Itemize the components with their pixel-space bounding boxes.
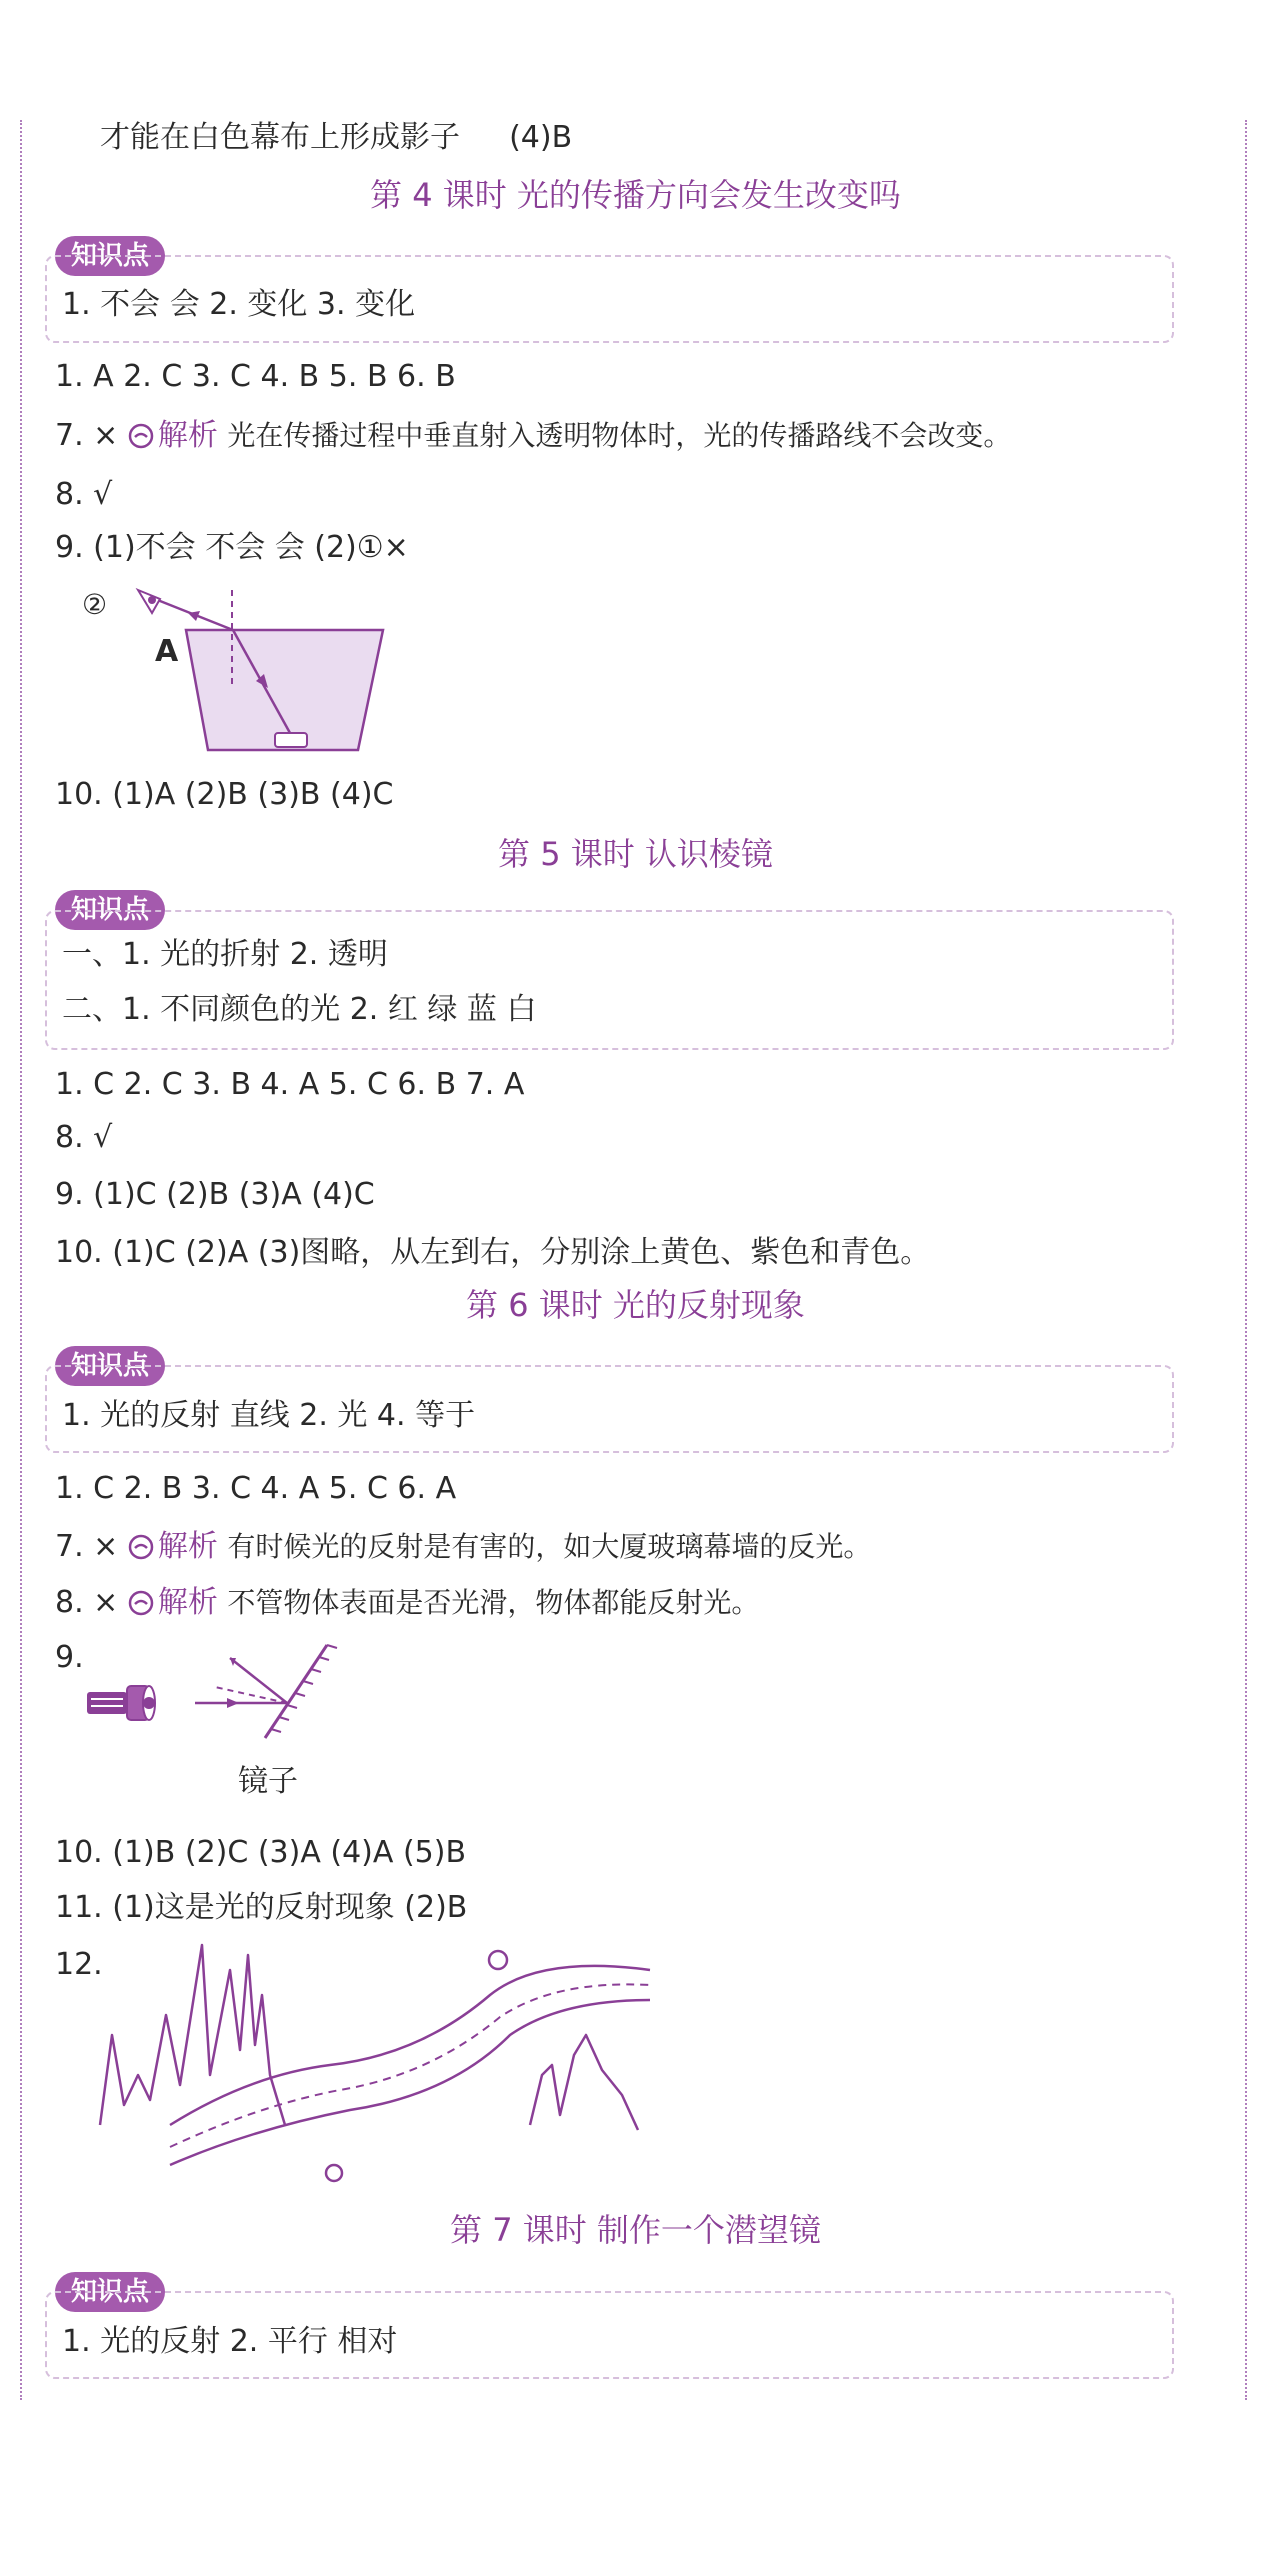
lesson6-q7 bbox=[55, 1527, 871, 1567]
lesson5-title: 第 5 课时 认识棱镜 bbox=[498, 835, 773, 873]
left-margin-line bbox=[20, 120, 22, 2400]
lesson6-knowledge: 1. 光的反射 直线 2. 光 4. 等于 bbox=[62, 1398, 476, 1433]
lesson4-title: 第 4 课时 光的传播方向会发生改变吗 bbox=[370, 176, 901, 214]
lesson5-knowledge-1: 一、1. 光的折射 2. 透明 bbox=[62, 937, 388, 972]
lesson6-title: 第 6 课时 光的反射现象 bbox=[466, 1286, 805, 1324]
lesson4-q1-6: 1. A 2. C 3. C 4. B 5. B 6. B bbox=[55, 359, 456, 394]
jiexi-label: 解析 bbox=[157, 418, 218, 453]
lesson6-q8 bbox=[55, 1583, 759, 1623]
lesson6-q9: 9. bbox=[55, 1640, 84, 1675]
knowledge-badge: 知识点 bbox=[55, 890, 165, 930]
q7-mark: 7. × bbox=[55, 418, 119, 453]
top-continuation bbox=[100, 118, 572, 158]
mountain-left bbox=[100, 1945, 285, 2125]
river-center-dashed bbox=[170, 1984, 650, 2147]
incident-arrow bbox=[227, 1698, 239, 1708]
q7-explanation: 光在传播过程中垂直射入透明物体时，光的传播路线不会改变。 bbox=[227, 419, 1012, 452]
lesson6-q11: 11. (1)这是光的反射现象 (2)B bbox=[55, 1890, 468, 1925]
q8-mark: 8. × bbox=[55, 1585, 119, 1620]
lesson7-title: 第 7 课时 制作一个潜望镜 bbox=[450, 2211, 821, 2249]
eye-icon bbox=[138, 590, 160, 613]
lesson4-q8: 8. √ bbox=[55, 477, 113, 512]
jiexi-tag bbox=[128, 1529, 228, 1564]
analysis-icon bbox=[128, 1590, 154, 1616]
top-line-answer: (4)B bbox=[509, 120, 573, 155]
lesson5-q9: 9. (1)C (2)B (3)A (4)C bbox=[55, 1177, 375, 1212]
jiexi-tag bbox=[128, 1585, 228, 1620]
lesson7-knowledge: 1. 光的反射 2. 平行 相对 bbox=[62, 2324, 398, 2359]
q9-label-a: A bbox=[155, 634, 179, 669]
lesson6-q12: 12. bbox=[55, 1947, 103, 1982]
lesson4-q7 bbox=[55, 416, 1011, 456]
lesson5-knowledge-2: 二、1. 不同颜色的光 2. 红 绿 蓝 白 bbox=[62, 992, 537, 1027]
lesson4-q10: 10. (1)A (2)B (3)B (4)C bbox=[55, 777, 394, 812]
right-margin-line bbox=[1245, 120, 1247, 2400]
q8-explanation: 不管物体表面是否光滑，物体都能反射光。 bbox=[227, 1586, 760, 1619]
knowledge-badge: 知识点 bbox=[55, 236, 165, 276]
jiexi-tag bbox=[128, 418, 228, 453]
top-line-text: 才能在白色幕布上形成影子 bbox=[100, 120, 460, 155]
jiexi-label: 解析 bbox=[157, 1529, 218, 1564]
mountain-right bbox=[530, 2035, 638, 2130]
mirror-label: 镜子 bbox=[238, 1764, 298, 1799]
knowledge-badge: 知识点 bbox=[55, 2272, 165, 2312]
reflected-ray bbox=[230, 1658, 287, 1703]
analysis-icon bbox=[128, 1534, 154, 1560]
lesson5-q1-7: 1. C 2. C 3. B 4. A 5. C 6. B 7. A bbox=[55, 1067, 525, 1102]
mirror-hatching bbox=[271, 1645, 337, 1732]
jiexi-label: 解析 bbox=[157, 1585, 218, 1620]
lesson5-q8: 8. √ bbox=[55, 1120, 113, 1155]
q7-explanation: 有时候光的反射是有害的，如大厦玻璃幕墙的反光。 bbox=[227, 1530, 872, 1563]
lesson6-q1-6: 1. C 2. B 3. C 4. A 5. C 6. A bbox=[55, 1471, 457, 1506]
q9-circle-2: ② bbox=[82, 588, 108, 621]
knowledge-badge: 知识点 bbox=[55, 1346, 165, 1386]
q7-mark: 7. × bbox=[55, 1529, 119, 1564]
lesson6-q10: 10. (1)B (2)C (3)A (4)A (5)B bbox=[55, 1835, 467, 1870]
lesson5-q10: 10. (1)C (2)A (3)图略，从左到右，分别涂上黄色、紫色和青色。 bbox=[55, 1235, 931, 1270]
mountain-river-drawing bbox=[90, 1925, 690, 2195]
lesson4-q9: 9. (1)不会 不会 会 (2)①× bbox=[55, 530, 409, 565]
analysis-icon bbox=[128, 423, 154, 449]
refraction-diagram bbox=[130, 585, 400, 760]
flashlight-icon bbox=[87, 1686, 155, 1720]
lesson4-knowledge: 1. 不会 会 2. 变化 3. 变化 bbox=[62, 287, 416, 322]
reflection-circle bbox=[326, 2165, 342, 2181]
river-bank-upper bbox=[170, 1966, 650, 2125]
reflection-diagram bbox=[75, 1630, 345, 1740]
coin-object bbox=[275, 733, 307, 747]
sun-circle bbox=[489, 1951, 507, 1969]
